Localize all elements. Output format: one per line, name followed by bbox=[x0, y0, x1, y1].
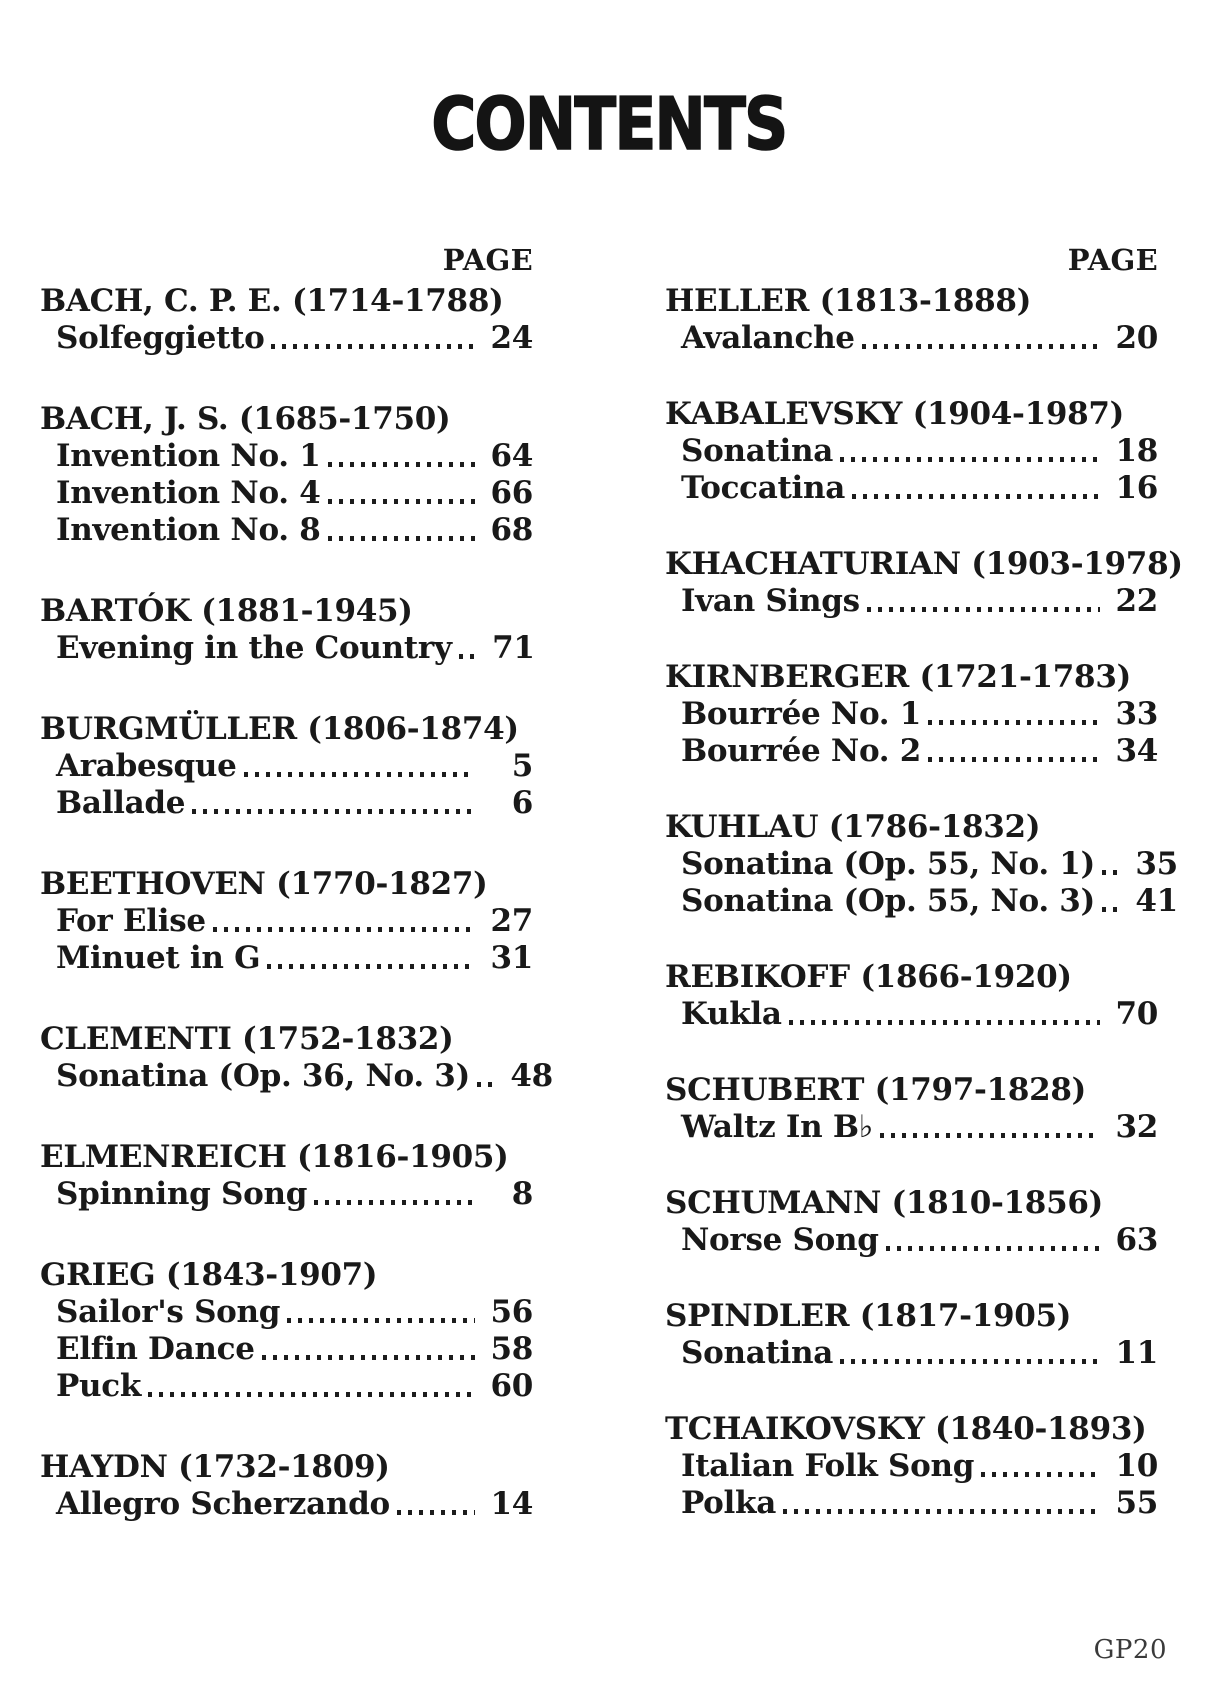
dot-leader bbox=[783, 1509, 1100, 1514]
piece-page-number: 14 bbox=[490, 1486, 533, 1522]
piece-page-number: 6 bbox=[511, 785, 533, 821]
composer-group bbox=[40, 1449, 533, 1523]
piece-title: Ballade bbox=[56, 785, 186, 821]
dot-leader bbox=[928, 757, 1100, 762]
composer-heading: KABALEVSKY (1904-1987) bbox=[665, 396, 1125, 432]
dot-leader bbox=[840, 457, 1100, 462]
composer-heading: SCHUMANN (1810-1856) bbox=[665, 1185, 1103, 1221]
toc-entry bbox=[665, 696, 1158, 733]
toc-entry bbox=[40, 940, 533, 977]
piece-page-number: 63 bbox=[1115, 1222, 1158, 1258]
piece-title: Ivan Sings bbox=[681, 583, 860, 619]
composer-group bbox=[665, 1298, 1158, 1372]
piece-page-number: 56 bbox=[490, 1294, 533, 1330]
piece-page-number: 48 bbox=[510, 1058, 553, 1094]
piece-title: Kukla bbox=[681, 996, 782, 1032]
piece-page-number: 34 bbox=[1115, 733, 1158, 769]
piece-title: Puck bbox=[56, 1368, 142, 1404]
piece-page-number: 68 bbox=[490, 512, 533, 548]
piece-page-number: 22 bbox=[1115, 583, 1158, 619]
dot-leader bbox=[789, 1020, 1100, 1025]
piece-title: Solfeggietto bbox=[56, 320, 265, 356]
dot-leader bbox=[213, 927, 475, 932]
piece-title: Sonatina bbox=[681, 433, 834, 469]
piece-page-number: 66 bbox=[490, 475, 533, 511]
dot-leader bbox=[459, 654, 477, 659]
composer-group bbox=[40, 1021, 553, 1095]
piece-title: Evening in the Country bbox=[56, 630, 452, 666]
piece-page-number: 64 bbox=[490, 438, 533, 474]
composer-group bbox=[40, 866, 533, 977]
toc-entry bbox=[40, 748, 533, 785]
toc-entry bbox=[665, 1109, 1158, 1146]
composer-heading: GRIEG (1843-1907) bbox=[40, 1257, 378, 1293]
composer-heading: TCHAIKOVSKY (1840-1893) bbox=[665, 1411, 1147, 1447]
composer-heading: BURGMÜLLER (1806-1874) bbox=[40, 711, 519, 747]
composer-group bbox=[665, 283, 1158, 357]
toc-entry bbox=[40, 320, 533, 357]
piece-page-number: 16 bbox=[1115, 470, 1158, 506]
composer-heading: KHACHATURIAN (1903-1978) bbox=[665, 546, 1183, 582]
toc-entry bbox=[40, 438, 533, 475]
composer-groups-left bbox=[40, 283, 553, 1523]
piece-title: Sonatina (Op. 55, No. 1) bbox=[681, 846, 1095, 882]
piece-page-number: 11 bbox=[1115, 1335, 1158, 1371]
piece-title: Sonatina (Op. 55, No. 3) bbox=[681, 883, 1095, 919]
piece-title: Allegro Scherzando bbox=[56, 1486, 390, 1522]
dot-leader bbox=[880, 1133, 1100, 1138]
dot-leader bbox=[477, 1082, 495, 1087]
dot-leader bbox=[244, 772, 475, 777]
piece-title: Arabesque bbox=[56, 748, 237, 784]
composer-group bbox=[40, 1139, 533, 1213]
dot-leader bbox=[267, 964, 475, 969]
piece-title: Toccatina bbox=[681, 470, 846, 506]
dot-leader bbox=[287, 1318, 475, 1323]
composer-heading: BEETHOVEN (1770-1827) bbox=[40, 866, 488, 902]
composer-group bbox=[665, 659, 1158, 770]
toc-column-left bbox=[40, 243, 553, 1523]
piece-page-number: 33 bbox=[1115, 696, 1158, 732]
toc-entry bbox=[665, 1222, 1158, 1259]
toc-entry bbox=[665, 1335, 1158, 1372]
toc-entry bbox=[40, 1368, 533, 1405]
piece-title: Norse Song bbox=[681, 1222, 879, 1258]
composer-group bbox=[40, 593, 533, 667]
composer-group bbox=[665, 396, 1158, 507]
composer-heading: BARTÓK (1881-1945) bbox=[40, 593, 413, 629]
dot-leader bbox=[397, 1510, 475, 1515]
composer-group bbox=[665, 1411, 1158, 1522]
composer-group bbox=[665, 1185, 1158, 1259]
dot-leader bbox=[271, 344, 475, 349]
composer-heading: SPINDLER (1817-1905) bbox=[665, 1298, 1072, 1334]
composer-heading: REBIKOFF (1866-1920) bbox=[665, 959, 1072, 995]
piece-title: Italian Folk Song bbox=[681, 1448, 975, 1484]
composer-group bbox=[40, 401, 533, 549]
piece-title: Invention No. 8 bbox=[56, 512, 321, 548]
dot-leader bbox=[928, 720, 1100, 725]
composer-heading: SCHUBERT (1797-1828) bbox=[665, 1072, 1087, 1108]
dot-leader bbox=[840, 1359, 1100, 1364]
composer-group bbox=[40, 1257, 533, 1405]
toc-entry bbox=[40, 1331, 533, 1368]
piece-page-number: 55 bbox=[1115, 1485, 1158, 1521]
piece-title: Elfin Dance bbox=[56, 1331, 255, 1367]
toc-columns bbox=[0, 243, 1218, 1523]
piece-page-number: 71 bbox=[492, 630, 535, 666]
piece-title: Sonatina (Op. 36, No. 3) bbox=[56, 1058, 470, 1094]
composer-heading: KUHLAU (1786-1832) bbox=[665, 809, 1041, 845]
piece-page-number: 41 bbox=[1135, 883, 1178, 919]
composer-group bbox=[665, 959, 1158, 1033]
toc-entry bbox=[665, 996, 1158, 1033]
toc-entry bbox=[40, 1058, 553, 1095]
composer-heading: HELLER (1813-1888) bbox=[665, 283, 1032, 319]
dot-leader bbox=[1102, 870, 1120, 875]
piece-page-number: 27 bbox=[490, 903, 533, 939]
piece-page-number: 31 bbox=[490, 940, 533, 976]
plate-number: GP20 bbox=[1093, 1635, 1167, 1665]
page-column-header-left: PAGE bbox=[442, 243, 533, 277]
composer-group bbox=[665, 1072, 1158, 1146]
dot-leader bbox=[852, 494, 1100, 499]
composer-groups-right bbox=[665, 283, 1183, 1522]
dot-leader bbox=[328, 536, 475, 541]
piece-title: Polka bbox=[681, 1485, 776, 1521]
toc-entry bbox=[40, 475, 533, 512]
toc-entry bbox=[665, 1448, 1158, 1485]
piece-page-number: 24 bbox=[490, 320, 533, 356]
toc-entry bbox=[665, 320, 1158, 357]
piece-title: Invention No. 4 bbox=[56, 475, 321, 511]
page-title bbox=[0, 0, 1218, 166]
composer-heading: BACH, C. P. E. (1714-1788) bbox=[40, 283, 504, 319]
piece-title: Bourrée No. 1 bbox=[681, 696, 922, 732]
piece-page-number: 58 bbox=[490, 1331, 533, 1367]
toc-entry bbox=[40, 1176, 533, 1213]
composer-heading: ELMENREICH (1816-1905) bbox=[40, 1139, 509, 1175]
page-title-text: CONTENTS bbox=[431, 82, 787, 166]
toc-entry bbox=[40, 630, 533, 667]
piece-page-number: 10 bbox=[1115, 1448, 1158, 1484]
piece-title: Waltz In B♭ bbox=[681, 1109, 874, 1145]
toc-entry bbox=[40, 903, 533, 940]
piece-page-number: 20 bbox=[1115, 320, 1158, 356]
dot-leader bbox=[867, 607, 1100, 612]
piece-title: Sailor's Song bbox=[56, 1294, 281, 1330]
piece-title: Spinning Song bbox=[56, 1176, 308, 1212]
piece-page-number: 8 bbox=[511, 1176, 533, 1212]
toc-entry bbox=[665, 583, 1158, 620]
composer-group bbox=[665, 546, 1183, 620]
piece-page-number: 32 bbox=[1115, 1109, 1158, 1145]
piece-page-number: 35 bbox=[1135, 846, 1178, 882]
composer-group bbox=[665, 809, 1178, 920]
dot-leader bbox=[886, 1246, 1100, 1251]
piece-title: Invention No. 1 bbox=[56, 438, 321, 474]
dot-leader bbox=[328, 462, 475, 467]
composer-heading: KIRNBERGER (1721-1783) bbox=[665, 659, 1131, 695]
piece-page-number: 60 bbox=[490, 1368, 533, 1404]
dot-leader bbox=[981, 1472, 1100, 1477]
dot-leader bbox=[862, 344, 1100, 349]
dot-leader bbox=[262, 1355, 475, 1360]
composer-heading: CLEMENTI (1752-1832) bbox=[40, 1021, 454, 1057]
toc-entry bbox=[40, 1294, 533, 1331]
piece-page-number: 5 bbox=[511, 748, 533, 784]
page-column-header-right: PAGE bbox=[1067, 243, 1158, 277]
toc-entry bbox=[665, 883, 1178, 920]
piece-title: Minuet in G bbox=[56, 940, 261, 976]
toc-entry bbox=[665, 1485, 1158, 1522]
composer-heading: BACH, J. S. (1685-1750) bbox=[40, 401, 451, 437]
toc-entry bbox=[40, 1486, 533, 1523]
dot-leader bbox=[148, 1392, 475, 1397]
toc-column-right bbox=[665, 243, 1183, 1523]
toc-entry bbox=[40, 512, 533, 549]
piece-title: Avalanche bbox=[681, 320, 855, 356]
toc-entry bbox=[665, 433, 1158, 470]
dot-leader bbox=[1102, 907, 1120, 912]
composer-group bbox=[40, 283, 533, 357]
piece-title: For Elise bbox=[56, 903, 206, 939]
dot-leader bbox=[314, 1200, 475, 1205]
composer-group bbox=[40, 711, 533, 822]
toc-entry bbox=[665, 733, 1158, 770]
toc-entry bbox=[665, 470, 1158, 507]
piece-page-number: 18 bbox=[1115, 433, 1158, 469]
piece-title: Bourrée No. 2 bbox=[681, 733, 922, 769]
composer-heading: HAYDN (1732-1809) bbox=[40, 1449, 390, 1485]
toc-entry bbox=[665, 846, 1178, 883]
piece-page-number: 70 bbox=[1115, 996, 1158, 1032]
dot-leader bbox=[328, 499, 475, 504]
dot-leader bbox=[192, 809, 475, 814]
toc-entry bbox=[40, 785, 533, 822]
piece-title: Sonatina bbox=[681, 1335, 834, 1371]
